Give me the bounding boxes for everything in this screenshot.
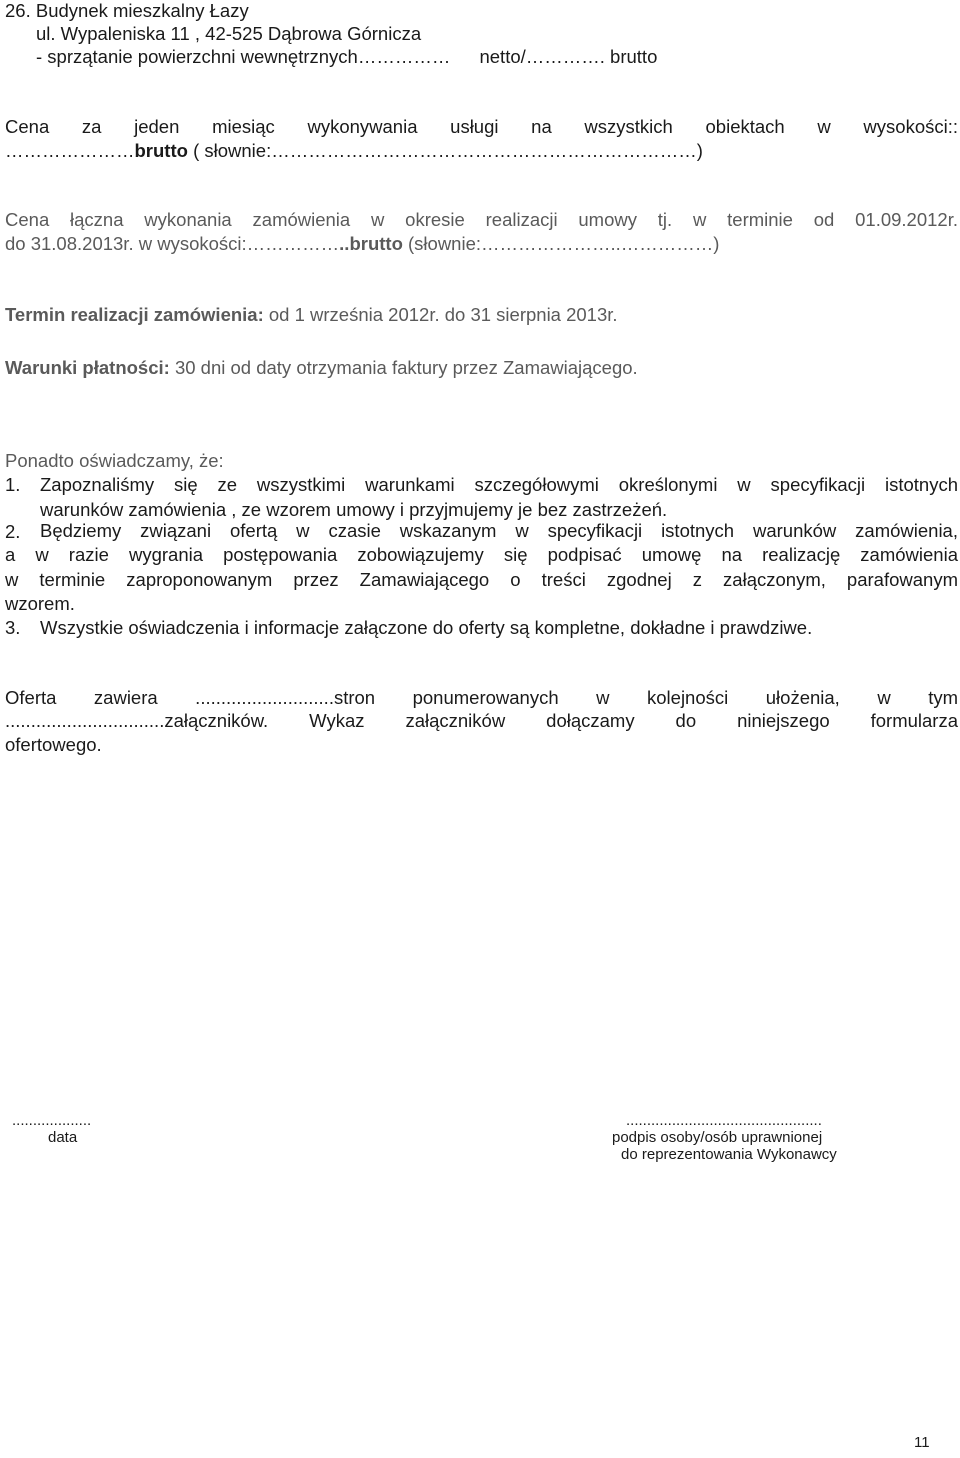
declaration-2-cont	[5, 543, 958, 617]
declaration-1-line-1: Zapoznaliśmy się ze wszystkimi warunkami szczegółowymi określonymi w specyfikacji istotnych	[40, 474, 958, 495]
term-value: od 1 września 2012r. do 31 sierpnia 2013r.	[263, 304, 618, 325]
payment-line	[5, 357, 638, 379]
signature-label-1: podpis osoby/osób uprawnionej	[612, 1129, 823, 1146]
declaration-2-line-2: a w razie wygrania postępowania zobowiązujemy się podpisać umowę na realizację zamówienia	[5, 544, 958, 565]
declaration-2-line-1: Będziemy związani ofertą w czasie wskazanym w specyfikacji istotnych warunków zamówienia,	[40, 520, 958, 541]
offer-line-2: ...............................załączników. Wykaz załączników dołączamy do niniejszego formularza	[5, 710, 958, 731]
date-label: data	[48, 1129, 78, 1146]
declaration-3-number: 3.	[5, 617, 21, 638]
total-price-brutto: ..brutto	[339, 233, 403, 254]
declaration-1-number: 1.	[5, 474, 21, 495]
header-service	[36, 46, 657, 68]
declaration-2-line-3: w terminie zaproponowanym przez Zamawiającego o treści zgodnej z załączonym, parafowanym	[5, 568, 958, 590]
offer-line-1: Oferta zawiera ...........................stron ponumerowanych w kolejności ułożenia, w tym	[5, 687, 958, 708]
offer-line-3: ofertowego.	[5, 734, 102, 755]
declarations-intro: Ponadto oświadczamy, że:	[5, 450, 224, 471]
declaration-2-line-4: wzorem.	[5, 593, 75, 614]
payment-value: 30 dni od daty otrzymania faktury przez Zamawiającego.	[169, 357, 638, 378]
monthly-price-dots: …………………	[5, 140, 135, 161]
signature-label-2: do reprezentowania Wykonawcy	[621, 1146, 837, 1163]
total-price-words: (słownie:…………………..……………)	[402, 233, 720, 254]
total-price-line-2	[5, 233, 719, 255]
monthly-price-line-2	[5, 140, 703, 162]
monthly-price-words: ( słownie:……………………………………………………………)	[187, 140, 703, 161]
payment-label: Warunki płatności:	[5, 357, 170, 378]
page-number: 11	[914, 1434, 930, 1451]
signature-dots: ...............................................	[626, 1112, 822, 1129]
header-service-price: netto/…………. brutto	[479, 46, 658, 67]
term-label: Termin realizacji zamówienia:	[5, 304, 264, 325]
monthly-price-brutto: brutto	[134, 140, 188, 161]
declaration-3-line-1: Wszystkie oświadczenia i informacje załączone do oferty są kompletne, dokładne i prawdziwe.	[40, 617, 813, 638]
date-dots: ...................	[12, 1112, 92, 1129]
header-address: ul. Wypaleniska 11 , 42-525 Dąbrowa Górnicza	[36, 23, 422, 44]
declaration-2	[40, 519, 958, 544]
total-price-line-1: Cena łączna wykonania zamówienia w okresie realizacji umowy tj. w terminie od 01.09.2012r.	[5, 209, 958, 230]
declaration-1	[40, 473, 958, 522]
declaration-1-line-2: warunków zamówienia , ze wzorem umowy i przyjmujemy je bez zastrzeżeń.	[40, 498, 668, 520]
total-price-amount: do 31.08.2013r. w wysokości:……………	[5, 233, 340, 254]
header-line-1: 26. Budynek mieszkalny Łazy	[5, 0, 249, 21]
term-line	[5, 304, 618, 326]
monthly-price-line-1: Cena za jeden miesiąc wykonywania usługi na wszystkich obiektach w wysokości::	[5, 116, 958, 137]
declaration-2-number: 2.	[5, 521, 21, 542]
header-service-name: - sprzątanie powierzchni wewnętrznych……………	[36, 46, 451, 67]
